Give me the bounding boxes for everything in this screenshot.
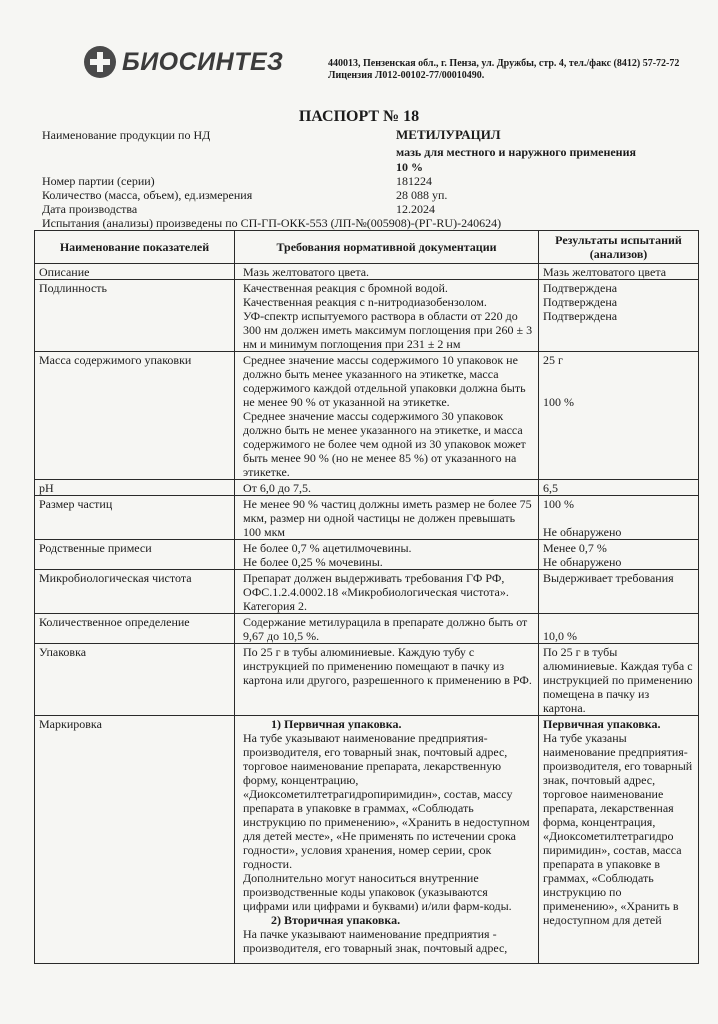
row-name: Размер частиц: [35, 496, 235, 540]
requirement-paragraph: Дополнительно могут наноситься внутренние производственные коды упаковок (указываются цифрами или цифрами и буквами) и/или фарм-коды.: [243, 871, 512, 913]
row-result: По 25 г в тубы алюминиевые. Каждая туба с инструкцией по применению помещена в пачку из картона.: [539, 644, 699, 716]
product-form: мазь для местного и наружного применения: [396, 145, 636, 159]
batch-value: 181224: [396, 174, 432, 188]
requirement-line: Качественная реакция с n-нитродиазобензолом.: [243, 295, 487, 309]
quantity-label: Количество (масса, объем), ед.измерения: [42, 188, 253, 202]
requirement-paragraph: На пачке указывают наименование предприятия - производителя, его товарный знак, почтовый адрес,: [243, 927, 508, 955]
row-result: [539, 280, 699, 352]
requirement-line: Среднее значение массы содержимого 30 упаковок должно быть не менее указанного на этикетке, и масса содержимого не более чем одной из 30 упаковок может быть менее 90 % (но не менее 85 %) от указанного на этикетке.: [243, 409, 526, 479]
table-row: [35, 496, 699, 540]
table-row: [35, 352, 699, 480]
table-row: [35, 716, 699, 964]
row-name: Масса содержимого упаковки: [35, 352, 235, 480]
company-address: 440013, Пензенская обл., г. Пенза, ул. Дружбы, стр. 4, тел./факс (8412) 57-72-72: [328, 58, 680, 69]
batch-label: Номер партии (серии): [42, 174, 155, 188]
company-logo: [84, 46, 283, 78]
requirement-line: УФ-спектр испытуемого раствора в области от 220 до 300 нм должен иметь максимум поглощения при 260 ± 3 нм и минимум поглощения при 231 ± 2 нм: [243, 309, 533, 351]
row-requirement: [235, 280, 539, 352]
table-row: [35, 264, 699, 280]
row-result: Выдерживает требования: [539, 570, 699, 614]
marking-requirement-text: [243, 717, 534, 961]
primary-packaging-heading: 1) Первичная упаковка.: [271, 717, 402, 731]
row-requirement: Содержание метилурацила в препарате должно быть от 9,67 до 10,5 %.: [235, 614, 539, 644]
requirement-line: Среднее значение массы содержимого 10 упаковок не должно быть менее указанного на этикетке, масса содержимого каждой отдельной упаковки должна быть не менее 90 % от указанной на этикетке.: [243, 353, 526, 409]
table-row: [35, 540, 699, 570]
row-name: pH: [35, 480, 235, 496]
row-requirement: От 6,0 до 7,5.: [235, 480, 539, 496]
result-line: Не обнаружено: [543, 555, 622, 569]
row-requirement: [235, 716, 539, 964]
production-date-value: 12.2024: [396, 202, 435, 216]
result-line: Не обнаружено: [543, 525, 622, 539]
row-name: Упаковка: [35, 644, 235, 716]
row-requirement: Мазь желтоватого цвета.: [235, 264, 539, 280]
row-name: Подлинность: [35, 280, 235, 352]
result-line: 100 %: [543, 497, 574, 511]
product-name: МЕТИЛУРАЦИЛ: [396, 127, 501, 142]
row-name: Количественное определение: [35, 614, 235, 644]
table-row: [35, 614, 699, 644]
table-header-row: [35, 231, 699, 264]
row-name: Описание: [35, 264, 235, 280]
table-row: [35, 570, 699, 614]
product-label: Наименование продукции по НД: [42, 128, 211, 142]
row-result: 6,5: [539, 480, 699, 496]
cross-logo-icon: [84, 46, 116, 78]
company-name: БИОСИНТЕЗ: [122, 47, 284, 76]
requirement-line: Не более 0,25 % мочевины.: [243, 555, 383, 569]
row-requirement: [235, 540, 539, 570]
company-address-block: [328, 58, 698, 82]
product-concentration: 10 %: [396, 160, 423, 174]
company-license: Лицензия Л012-00102-77/00010490.: [328, 70, 485, 81]
requirement-line: Не более 0,7 % ацетилмочевины.: [243, 541, 412, 555]
passport-title: ПАСПОРТ № 18: [298, 108, 420, 125]
result-line: Менее 0,7 %: [543, 541, 607, 555]
production-date-label: Дата производства: [42, 202, 138, 216]
result-line: Подтверждена: [543, 281, 618, 295]
requirement-line: Качественная реакция с бромной водой.: [243, 281, 448, 295]
header-indicator: Наименование показателей: [35, 231, 235, 264]
result-paragraph: На тубе указаны наименование предприятия-производителя, его товарный знак, почтовый адрес, торговое наименование препарата, лекарственная форма, концентрация, «Диоксометилтетрагидро пиримидин», состав, масса препарата в упаковке в граммах, «Соблюдать инструкцию по применению», «Хранить в недоступном для детей: [543, 731, 693, 927]
row-name: Родственные примеси: [35, 540, 235, 570]
result-heading: Первичная упаковка.: [543, 717, 661, 731]
row-result: 10,0 %: [539, 614, 699, 644]
row-requirement: По 25 г в тубы алюминиевые. Каждую тубу с инструкцией по применению помещают в пачку из картона или другого, разрешенного к применению в РФ.: [235, 644, 539, 716]
results-table: [34, 230, 699, 964]
result-line: Подтверждена: [543, 295, 618, 309]
row-name: Маркировка: [35, 716, 235, 964]
table-row: [35, 480, 699, 496]
row-result: [539, 716, 699, 964]
table-row: [35, 280, 699, 352]
header-results: Результаты испытаний (анализов): [539, 231, 699, 264]
row-requirement: [235, 352, 539, 480]
result-line: 100 %: [543, 395, 574, 409]
row-result: [539, 496, 699, 540]
result-line: 25 г: [543, 353, 563, 367]
row-requirement: Не менее 90 % частиц должны иметь размер не более 75 мкм, размер ни одной частицы не должен превышать 100 мкм: [235, 496, 539, 540]
row-result: [539, 352, 699, 480]
table-row: [35, 644, 699, 716]
quantity-value: 28 088 уп.: [396, 188, 448, 202]
result-line: Подтверждена: [543, 309, 618, 323]
tests-line: Испытания (анализы) произведены по СП-ГП-ОКК-553 (ЛП-№(005908)-(РГ-RU)-240624): [42, 216, 502, 230]
secondary-packaging-heading: 2) Вторичная упаковка.: [271, 913, 401, 927]
header-requirements: Требования нормативной документации: [235, 231, 539, 264]
row-result: Мазь желтоватого цвета: [539, 264, 699, 280]
row-requirement: Препарат должен выдерживать требования ГФ РФ, ОФС.1.2.4.0002.18 «Микробиологическая чистота». Категория 2.: [235, 570, 539, 614]
marking-result-text: [543, 717, 694, 961]
row-name: Микробиологическая чистота: [35, 570, 235, 614]
requirement-paragraph: На тубе указывают наименование предприятия-производителя, его товарный знак, почтовый адрес, торговое наименование препарата, лекарственную форму, концентрацию, «Диоксометилтетрагидропиримидин», состав, массу препарата в упаковке в граммах, «Соблюдать инструкцию по применению», «Хранить в недоступном для детей месте», «Не применять по истечении срока годности», условия хранения, номер серии, срок годности.: [243, 731, 530, 871]
row-result: [539, 540, 699, 570]
